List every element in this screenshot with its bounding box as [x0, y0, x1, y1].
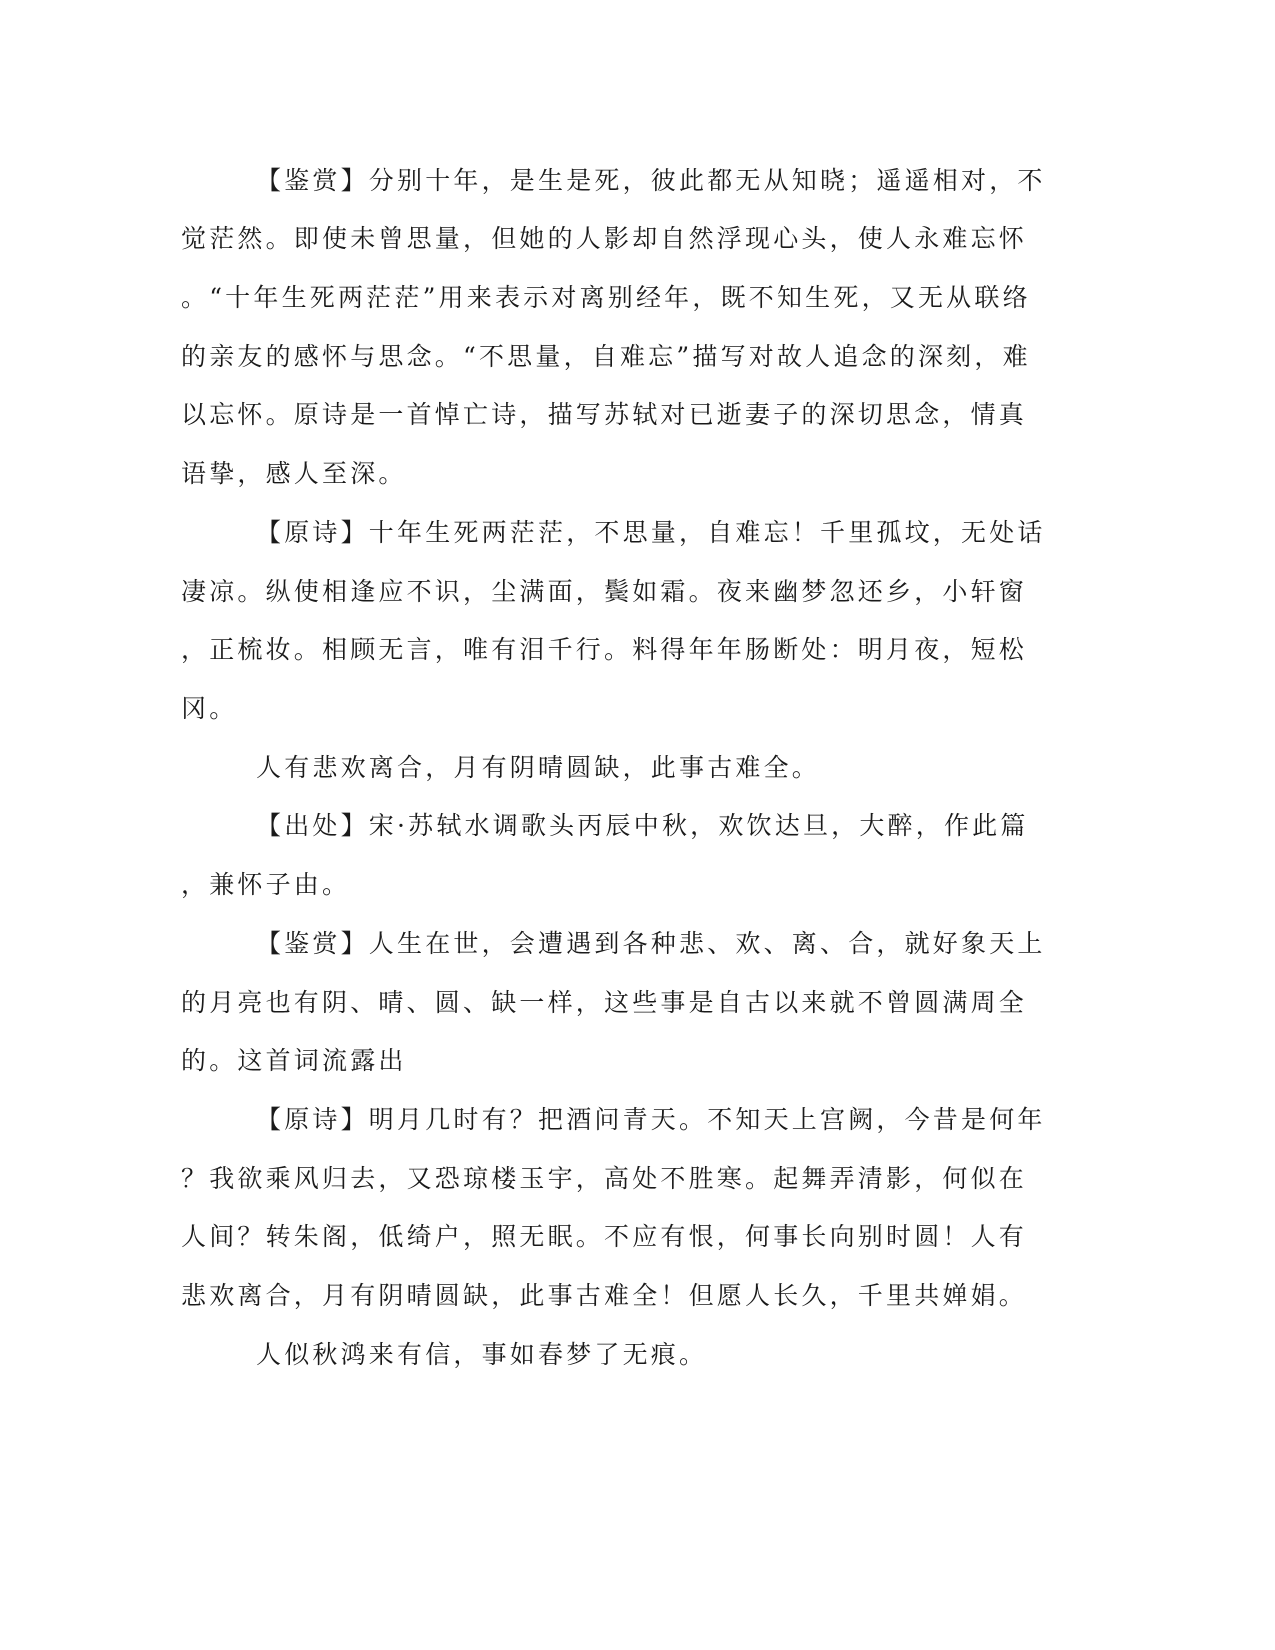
text-line: ，兼怀子由。 — [181, 870, 351, 899]
text-line: 悲欢离合，月有阴晴圆缺，此事古难全！但愿人长久，千里共婵娟。 — [181, 1281, 1028, 1310]
text-line: 觉茫然。即使未曾思量，但她的人影却自然浮现心头，使人永难忘怀 — [181, 224, 1028, 253]
text-line: 【原诗】明月几时有？把酒问青天。不知天上宫阙，今昔是何年 — [256, 1105, 1046, 1134]
text-line: 语挚，感人至深。 — [181, 459, 407, 488]
text-line: ，正梳妆。相顾无言，唯有泪千行。料得年年肠断处：明月夜，短松 — [181, 635, 1028, 664]
text-line: 以忘怀。原诗是一首悼亡诗，描写苏轼对已逝妻子的深切思念，情真 — [181, 400, 1028, 429]
text-line: 的亲友的感怀与思念。“不思量，自难忘”描写对故人追念的深刻，难 — [181, 342, 1031, 371]
text-line: 【鉴赏】分别十年，是生是死，彼此都无从知晓；遥遥相对，不 — [256, 166, 1046, 195]
text-line: 。“十年生死两茫茫”用来表示对离别经年，既不知生死，又无从联络 — [181, 283, 1031, 312]
text-line: 冈。 — [181, 694, 238, 723]
text-line: 凄凉。纵使相逢应不识，尘满面，鬓如霜。夜来幽梦忽还乡，小轩窗 — [181, 577, 1028, 606]
text-line: 【出处】宋·苏轼水调歌头丙辰中秋，欢饮达旦，大醉，作此篇 — [256, 811, 1029, 840]
text-line: 人间？转朱阁，低绮户，照无眠。不应有恨，何事长向别时圆！人有 — [181, 1222, 1028, 1251]
text-line: 的月亮也有阴、晴、圆、缺一样，这些事是自古以来就不曾圆满周全 — [181, 988, 1028, 1017]
text-line: 【原诗】十年生死两茫茫，不思量，自难忘！千里孤坟，无处话 — [256, 518, 1046, 547]
text-line: ？我欲乘风归去，又恐琼楼玉宇，高处不胜寒。起舞弄清影，何似在 — [181, 1164, 1028, 1193]
text-line: 人有悲欢离合，月有阴晴圆缺，此事古难全。 — [256, 753, 821, 782]
text-line: 人似秋鸿来有信，事如春梦了无痕。 — [256, 1340, 708, 1369]
text-line: 的。这首词流露出 — [181, 1046, 407, 1075]
text-line: 【鉴赏】人生在世，会遭遇到各种悲、欢、离、合，就好象天上 — [256, 929, 1046, 958]
